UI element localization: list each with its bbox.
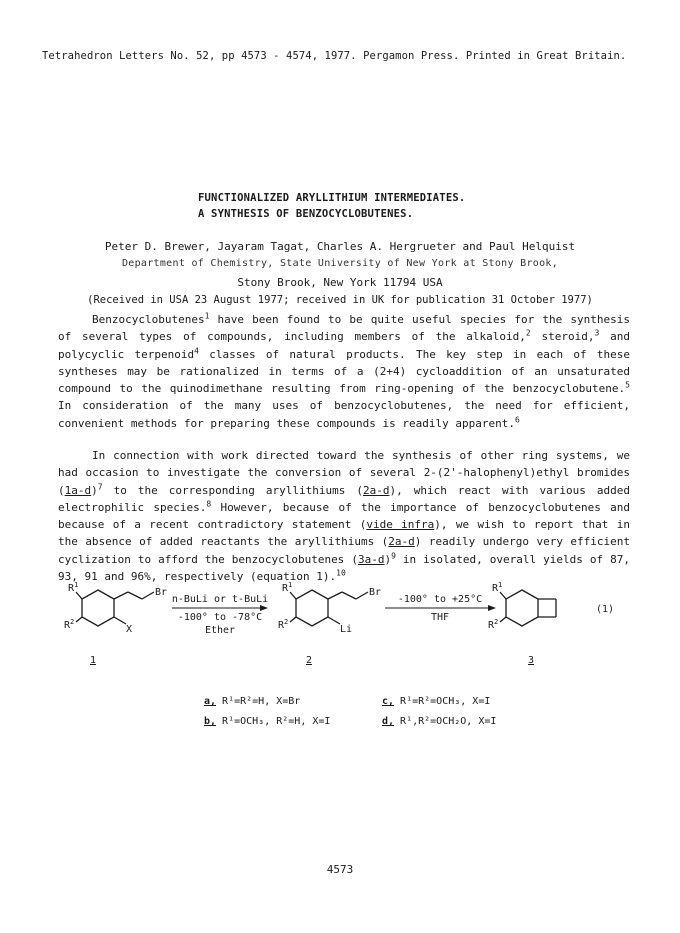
compound-b: b, R¹=OCH₃, R²=H, X=I	[204, 716, 331, 727]
ref: 1	[204, 311, 210, 321]
article-title-line2: A SYNTHESIS OF BENZOCYCLOBUTENES.	[198, 208, 414, 220]
ref: 2	[525, 328, 531, 338]
br-label: Br	[369, 587, 382, 598]
journal-citation: Tetrahedron Letters No. 52, pp 4573 - 4574, 1977. Pergamon Press. Printed in Great Britain.	[42, 50, 627, 62]
compound-c: c, R¹=R²=OCH₃, X=I	[382, 696, 491, 707]
reaction-scheme	[60, 578, 640, 688]
compound-ref: 3a-d	[357, 552, 385, 566]
structure-3	[500, 590, 556, 626]
r2-label: $R^2$	[64, 618, 75, 631]
solvent-2: THF	[430, 612, 450, 623]
compound-d: d, R¹,R²=OCH₂O, X=I	[382, 716, 497, 727]
ref: 6	[514, 415, 520, 425]
compound-number-1: 1	[90, 655, 97, 666]
r1-label: $R^1$	[68, 581, 79, 594]
compound-ref: 1a-d	[64, 483, 92, 497]
paragraph-1: Benzocyclobutenes$^1$ have been found to be quite useful species for the synthesis of several types of compounds, including members of the alkaloid,$^2$ steroid,$^3$ and polycyclic terpenoid$^4$ classes of natural products. The key step in each of these syntheses may be rationalized in terms of a (2+4) cycloaddition of an unsaturated compound to the quinodimethane resulting from ring-opening of the benzocyclobutene.$^5$ In consideration of the many uses of benzocyclobutenes, the need for efficient, convenient methods for preparing these compounds is readily apparent.$^6$	[58, 311, 631, 430]
compound-number-3: 3	[528, 655, 535, 666]
x-label: X	[126, 624, 133, 635]
authors: Peter D. Brewer, Jayaram Tagat, Charles A. Hergrueter and Paul Helquist	[104, 240, 576, 253]
page-number: 4573	[326, 863, 354, 876]
ref: 3	[594, 328, 600, 338]
compound-ref: 2a-d	[362, 483, 390, 497]
ref: 7	[97, 481, 103, 491]
svg-text:R1: $R^1$	[282, 581, 293, 594]
structure-1	[76, 590, 154, 626]
article-title-line1: FUNCTIONALIZED ARYLLITHIUM INTERMEDIATES.	[198, 192, 466, 204]
condition-2: -100° to +25°C	[397, 594, 483, 605]
compound-number-2: 2	[306, 655, 313, 666]
received-dates: (Received in USA 23 August 1977; received in UK for publication 31 October 1977)	[87, 294, 593, 306]
compound-a: a, R¹=R²=H, X=Br	[204, 696, 301, 707]
address: Stony Brook, New York 11794 USA	[237, 276, 443, 289]
ref: 5	[625, 380, 630, 390]
svg-text:R2: $R^2$	[278, 618, 289, 631]
equation-number: (1)	[596, 604, 615, 615]
ref: 10	[336, 568, 346, 578]
ref: 8	[206, 499, 212, 509]
ref: 9	[391, 551, 396, 561]
paragraph-2: In connection with work directed toward the synthesis of other ring systems, we had occasion to investigate the conversion of several 2-(2'-halophenyl)ethyl bromides $(1a-d)^7$ to the corresponding aryllithiums (2a-d), which react with various added electrophilic species.$^8$ However, because of the importance of benzocyclobutenes and because of a recent contradictory statement (vide infra), we wish to report that in the absence of added reactants the aryllithiums (2a-d) readily undergo very efficient cyclization to afford the benzocyclobutenes $(3a-d)^9$ in isolated, overall yields of 87, 93, 91 and 96%, respectively (equation 1).$^{10}$	[58, 449, 631, 584]
condition-1: -100° to -78°C	[177, 612, 263, 623]
affiliation: Department of Chemistry, State University of New York at Stony Brook,	[121, 258, 559, 269]
vide-infra: vide infra	[366, 518, 435, 532]
structure-2	[290, 590, 368, 626]
br-label: Br	[155, 587, 168, 598]
ref: 4	[194, 345, 199, 355]
li-label: Li	[340, 624, 353, 635]
svg-text:R1: $R^1$	[492, 581, 503, 594]
reagent-1: n-BuLi or t-BuLi	[171, 594, 269, 605]
compound-ref: 2a-d	[388, 535, 415, 549]
solvent-1: Ether	[204, 625, 236, 636]
svg-text:R2: $R^2$	[488, 618, 499, 631]
